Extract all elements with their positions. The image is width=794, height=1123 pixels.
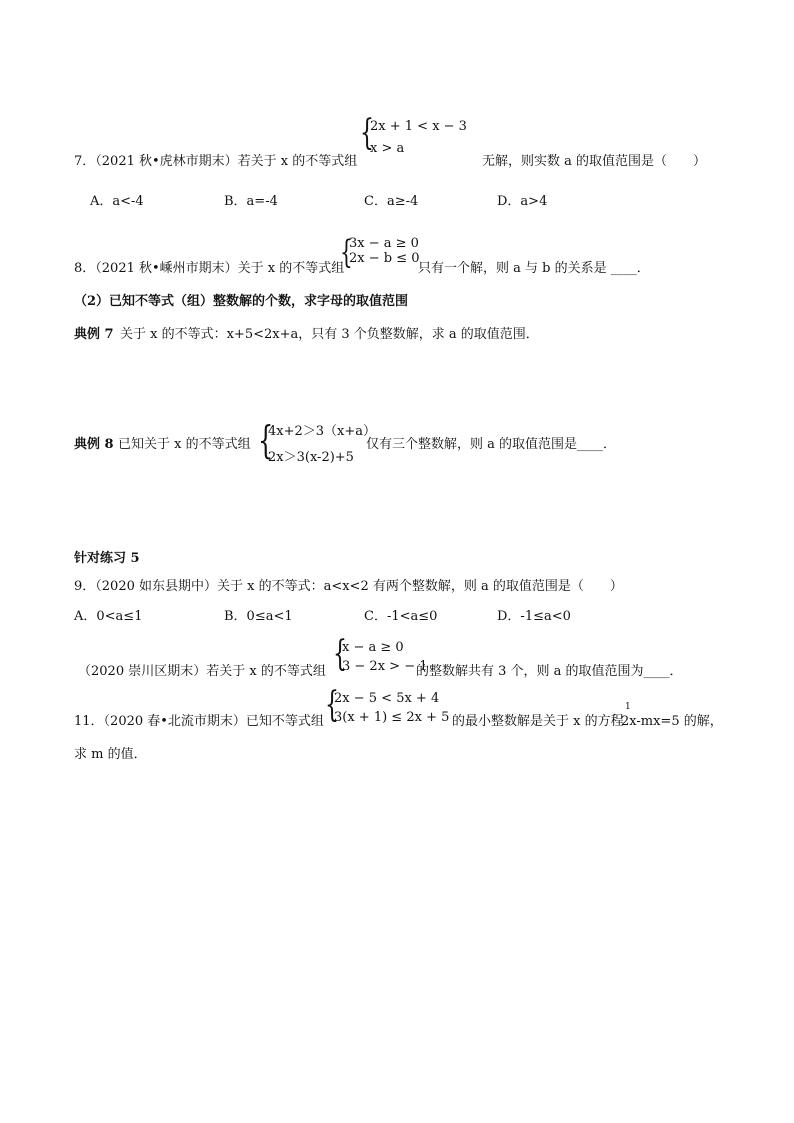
question-prefix: （2020 崇川区期末）若关于 x 的不等式组: [78, 664, 326, 679]
question-suffix: 的整数解共有 3 个，则 a 的取值范围为____．: [416, 664, 683, 679]
question-suffix: 只有一个解，则 a 与 b 的关系是 ____．: [418, 261, 650, 276]
system-brace: {: [325, 685, 339, 726]
system-line-2: 2x − b ≤ 0: [349, 251, 420, 266]
example-prefix: 已知关于 x 的不等式组: [118, 437, 251, 452]
question-suffix: 无解，则实数 a 的取值范围是（ ）: [482, 154, 707, 169]
system-brace: {: [360, 113, 374, 154]
question-line-2: 求 m 的值．: [74, 747, 147, 762]
system-brace: {: [333, 634, 347, 675]
system-line-1: 3x − a ≥ 0: [349, 236, 419, 251]
system-line-1: 4x+2＞3（x+a）: [268, 424, 377, 439]
practice-heading: 针对练习 5: [74, 551, 140, 566]
example-label: 典例 7: [74, 327, 114, 342]
option-a: A．a<-4: [90, 194, 144, 209]
question-text: 9．（2020 如东县期中）关于 x 的不等式：a<x<2 有两个整数解，则 a 的取值范围是（ ）: [74, 579, 623, 594]
section-heading: （2）已知不等式（组）整数解的个数，求字母的取值范围: [74, 294, 409, 309]
system-line-2: x > a: [370, 141, 405, 156]
question-prefix: 8．（2021 秋•嵊州市期末）关于 x 的不等式组: [74, 261, 345, 276]
system-line-2: 3(x + 1) ≤ 2x + 5: [334, 710, 450, 725]
system-line-1: x − a ≥ 0: [342, 640, 404, 655]
system-line-2: 3 − 2x > − 1: [342, 659, 428, 674]
option-b: B．0≤a<1: [224, 609, 293, 624]
option-d: D．-1≤a<0: [497, 609, 571, 624]
equation-tail: 2x-mx=5 的解，: [621, 714, 723, 729]
option-c: C．a≥-4: [364, 194, 419, 209]
question-mid: 的最小整数解是关于 x 的方程: [452, 714, 624, 729]
example-label: 典例 8: [74, 437, 114, 452]
system-line-1: 2x − 5 < 5x + 4: [334, 691, 440, 706]
option-b: B．a=-4: [224, 194, 278, 209]
option-a: A．0<a≤1: [74, 609, 143, 624]
fraction-numerator: 1: [625, 702, 631, 712]
system-line-1: 2x + 1 < x − 3: [370, 119, 467, 134]
question-prefix: 7．（2021 秋•虎林市期末）若关于 x 的不等式组: [74, 154, 358, 169]
system-line-2: 2x＞3(x-2)+5: [268, 450, 354, 465]
system-brace: {: [258, 417, 274, 463]
example-text: 关于 x 的不等式：x+5<2x+a，只有 3 个负整数解，求 a 的取值范围．: [120, 327, 539, 342]
option-c: C．-1<a≤0: [364, 609, 438, 624]
example-suffix: 仅有三个整数解，则 a 的取值范围是____．: [366, 437, 617, 452]
option-d: D．a>4: [497, 194, 548, 209]
question-prefix: 11．（2020 春•北流市期末）已知不等式组: [74, 714, 324, 729]
system-brace: {: [340, 232, 353, 272]
